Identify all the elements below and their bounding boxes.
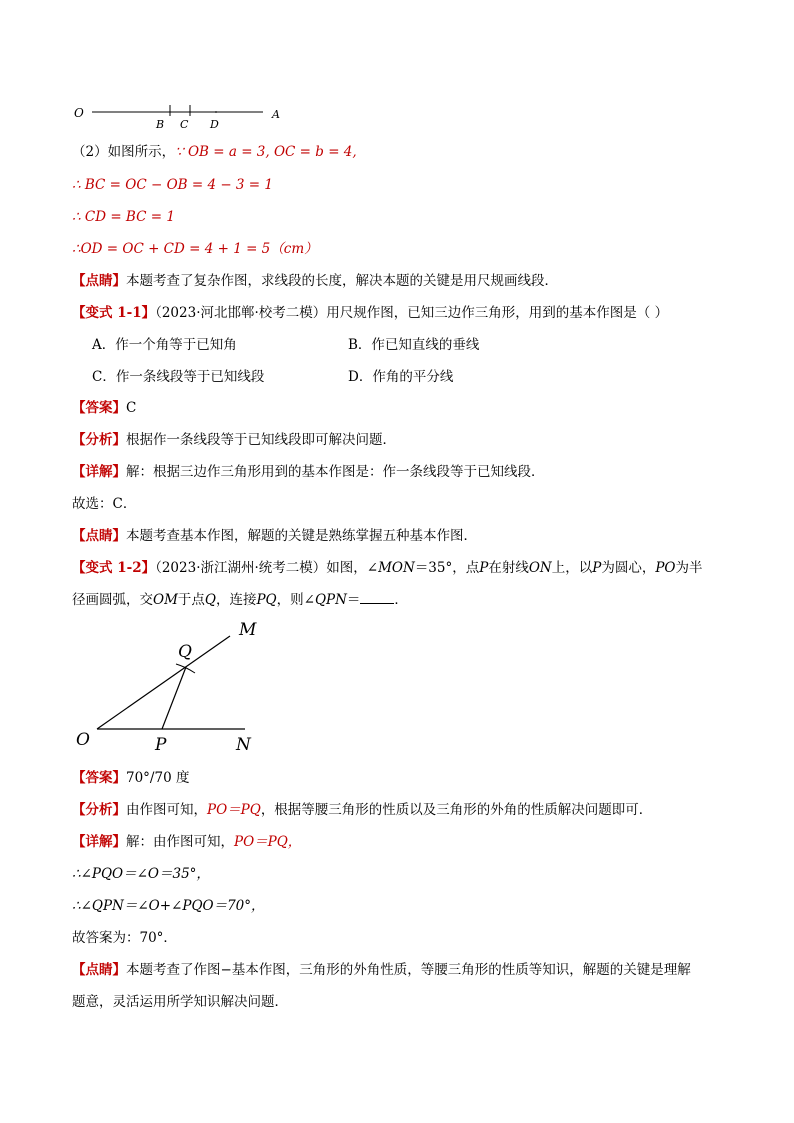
variant-1-2-analysis: 【分析】由作图可知，PO＝PQ，根据等腰三角形的性质以及三角形的外角的性质解决问题即可． <box>72 802 653 818</box>
variant-1-2-question-line2: 径画圆弧，交OM于点Q，连接PQ，则∠QPN＝ ． <box>72 592 408 608</box>
angle-figure <box>70 615 280 760</box>
variant-1-1-choice: 故选：C． <box>72 496 137 512</box>
dianjing-1: 【点睛】本题考查了复杂作图，求线段的长度，解决本题的关键是用尺规画线段． <box>72 273 558 289</box>
variant-1-2-dianjing-line2: 题意，灵活运用所学知识解决问题． <box>72 994 288 1010</box>
variant-1-1-analysis: 【分析】根据作一条线段等于已知线段即可解决问题． <box>72 432 396 448</box>
variant-1-2-final: 故答案为：70°． <box>72 930 177 946</box>
variant-1-1-answer: 【答案】C <box>72 400 137 416</box>
point-d <box>215 111 217 113</box>
label-p: P <box>155 735 167 755</box>
variant-1-2-step1: ∴∠PQO＝∠O＝35°， <box>72 866 210 882</box>
segment-pq <box>162 667 186 729</box>
variant-1-2-question-line1: 【变式 1-2】（2023·浙江湖州·统考二模）如图，∠MON＝35°，点P在射线ON上，以P为圆心，PO为半 <box>72 560 703 576</box>
part2-line2: ∴ BC = OC − OB = 4 − 3 = 1 <box>72 177 274 193</box>
segment-figure <box>70 100 300 134</box>
variant-1-2-dianjing-line1: 【点睛】本题考查了作图−基本作图，三角形的外角性质，等腰三角形的性质等知识，解题的关键是理解 <box>72 962 691 978</box>
label-q: Q <box>178 642 192 662</box>
answer-blank <box>360 591 394 604</box>
option-b: B．作已知直线的垂线 <box>348 337 480 353</box>
label-o: O <box>74 106 84 120</box>
label-n: N <box>236 735 251 755</box>
variant-1-1-question: 【变式 1-1】（2023·河北邯郸·校考二模）用尺规作图，已知三边作三角形，用到的基本作图是（ ） <box>72 305 669 321</box>
variant-1-2-step2: ∴∠QPN＝∠O+∠PQO＝70°， <box>72 898 265 914</box>
part2-line3: ∴ CD = BC = 1 <box>72 209 175 225</box>
label-o2: O <box>76 730 90 750</box>
variant-1-1-detail: 【详解】解：根据三边作三角形用到的基本作图是：作一条线段等于已知线段． <box>72 464 545 480</box>
part2-line1: （2）如图所示，∵ OB = a = 3, OC = b = 4, <box>72 144 357 160</box>
part2-line4: ∴OD = OC + CD = 4 + 1 = 5（cm） <box>72 241 318 257</box>
option-a: A．作一个角等于已知角 <box>92 337 237 353</box>
ray-om <box>97 636 230 729</box>
label-m: M <box>239 620 257 640</box>
label-c: C <box>180 118 189 131</box>
option-c: C．作一条线段等于已知线段 <box>92 369 265 385</box>
option-d: D．作角的平分线 <box>348 369 454 385</box>
label-a: A <box>272 108 280 121</box>
variant-1-1-dianjing: 【点睛】本题考查基本作图，解题的关键是熟练掌握五种基本作图． <box>72 528 477 544</box>
label-b: B <box>156 118 165 131</box>
variant-1-2-detail: 【详解】解：由作图可知，PO＝PQ， <box>72 834 302 850</box>
label-d: D <box>210 118 219 131</box>
variant-1-2-answer: 【答案】70°/70 度 <box>72 770 190 786</box>
